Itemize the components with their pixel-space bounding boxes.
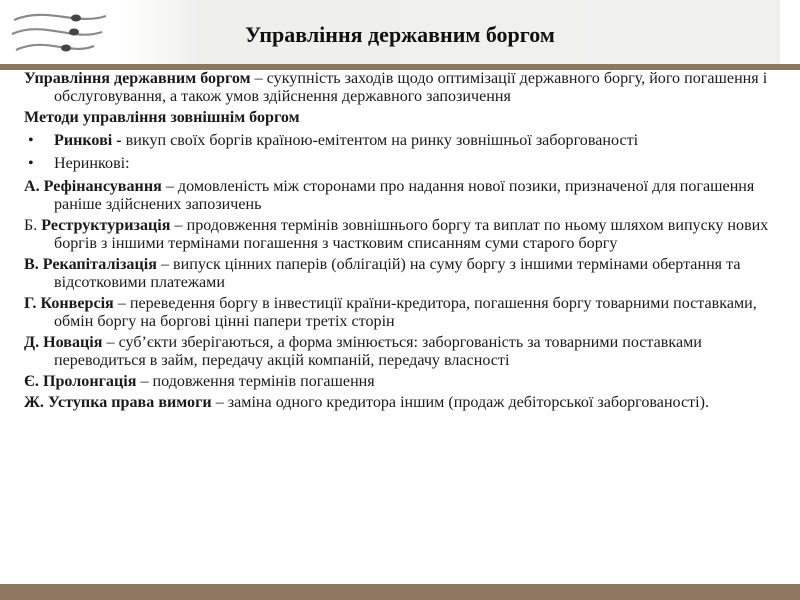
- method-term: В. Рекапіталізація: [24, 256, 157, 273]
- method-prefix: Б.: [24, 217, 42, 234]
- method-term: Є. Пролонгація: [24, 373, 137, 390]
- bullet-nonmarket-text: Неринкові:: [54, 155, 130, 172]
- method-text: – випуск цінних паперів (облігацій) на суму боргу з іншими термінами обертання та відсотковими платежами: [54, 256, 741, 291]
- method-text: – домовленість між сторонами про надання нової позики, призначеної для погашення раніше здійснених запозичень: [54, 178, 755, 213]
- bullet-market-text: викуп своїх боргів країною-емітентом на ринку зовнішньої заборгованості: [121, 132, 639, 149]
- method-conversion: [24, 295, 786, 331]
- methods-heading: Методи управління зовнішнім боргом: [24, 109, 300, 126]
- method-text: – продовження термінів зовнішнього боргу та виплат по ньому шляхом випуску нових боргів з іншими термінами погашення з частковим списанням суми старого боргу: [54, 217, 769, 252]
- page-title: Управління державним боргом: [245, 22, 555, 47]
- method-prolongation: [24, 373, 786, 391]
- bullet-marker: •: [28, 155, 34, 172]
- bullet-market-term: Ринкові -: [54, 132, 122, 149]
- method-term: Реструктуризація: [41, 217, 171, 234]
- definition-paragraph: [24, 70, 786, 106]
- method-restructuring: [24, 217, 786, 253]
- method-assignment: [24, 394, 786, 412]
- definition-text: – сукупність заходів щодо оптимізації державного боргу, його погашення і обслуговування, а також умов здійснення державного запозичення: [54, 70, 768, 105]
- definition-term: Управління державним боргом: [24, 70, 251, 87]
- sperm-logo-icon: [6, 4, 116, 62]
- method-term: Д. Новація: [24, 334, 103, 351]
- title-band: [0, 0, 800, 64]
- title-band-edge: [780, 0, 800, 64]
- bullet-market: [24, 132, 786, 150]
- method-text: – суб’єкти зберігаються, а форма змінюється: заборгованість за товарними поставками переводиться в займ, передачу акцій компаній, передачу власності: [54, 334, 702, 369]
- method-text: – заміна одного кредитора іншим (продаж дебіторської заборгованості).: [211, 394, 710, 411]
- method-term: Г. Конверсія: [24, 295, 114, 312]
- method-term: Ж. Уступка права вимоги: [24, 394, 212, 411]
- method-text: – переведення боргу в інвестиції країни-кредитора, погашення боргу товарними поставками, обмін боргу на боргові цінні папери третіх сторін: [54, 295, 757, 330]
- bullet-nonmarket: [24, 155, 786, 173]
- method-novation: [24, 334, 786, 370]
- bullet-marker: •: [28, 132, 34, 149]
- method-text: – подовження термінів погашення: [136, 373, 375, 390]
- method-term: А. Рефінансування: [24, 178, 162, 195]
- slide-content: [24, 70, 786, 415]
- method-recapitalization: [24, 256, 786, 292]
- method-refinancing: [24, 178, 786, 214]
